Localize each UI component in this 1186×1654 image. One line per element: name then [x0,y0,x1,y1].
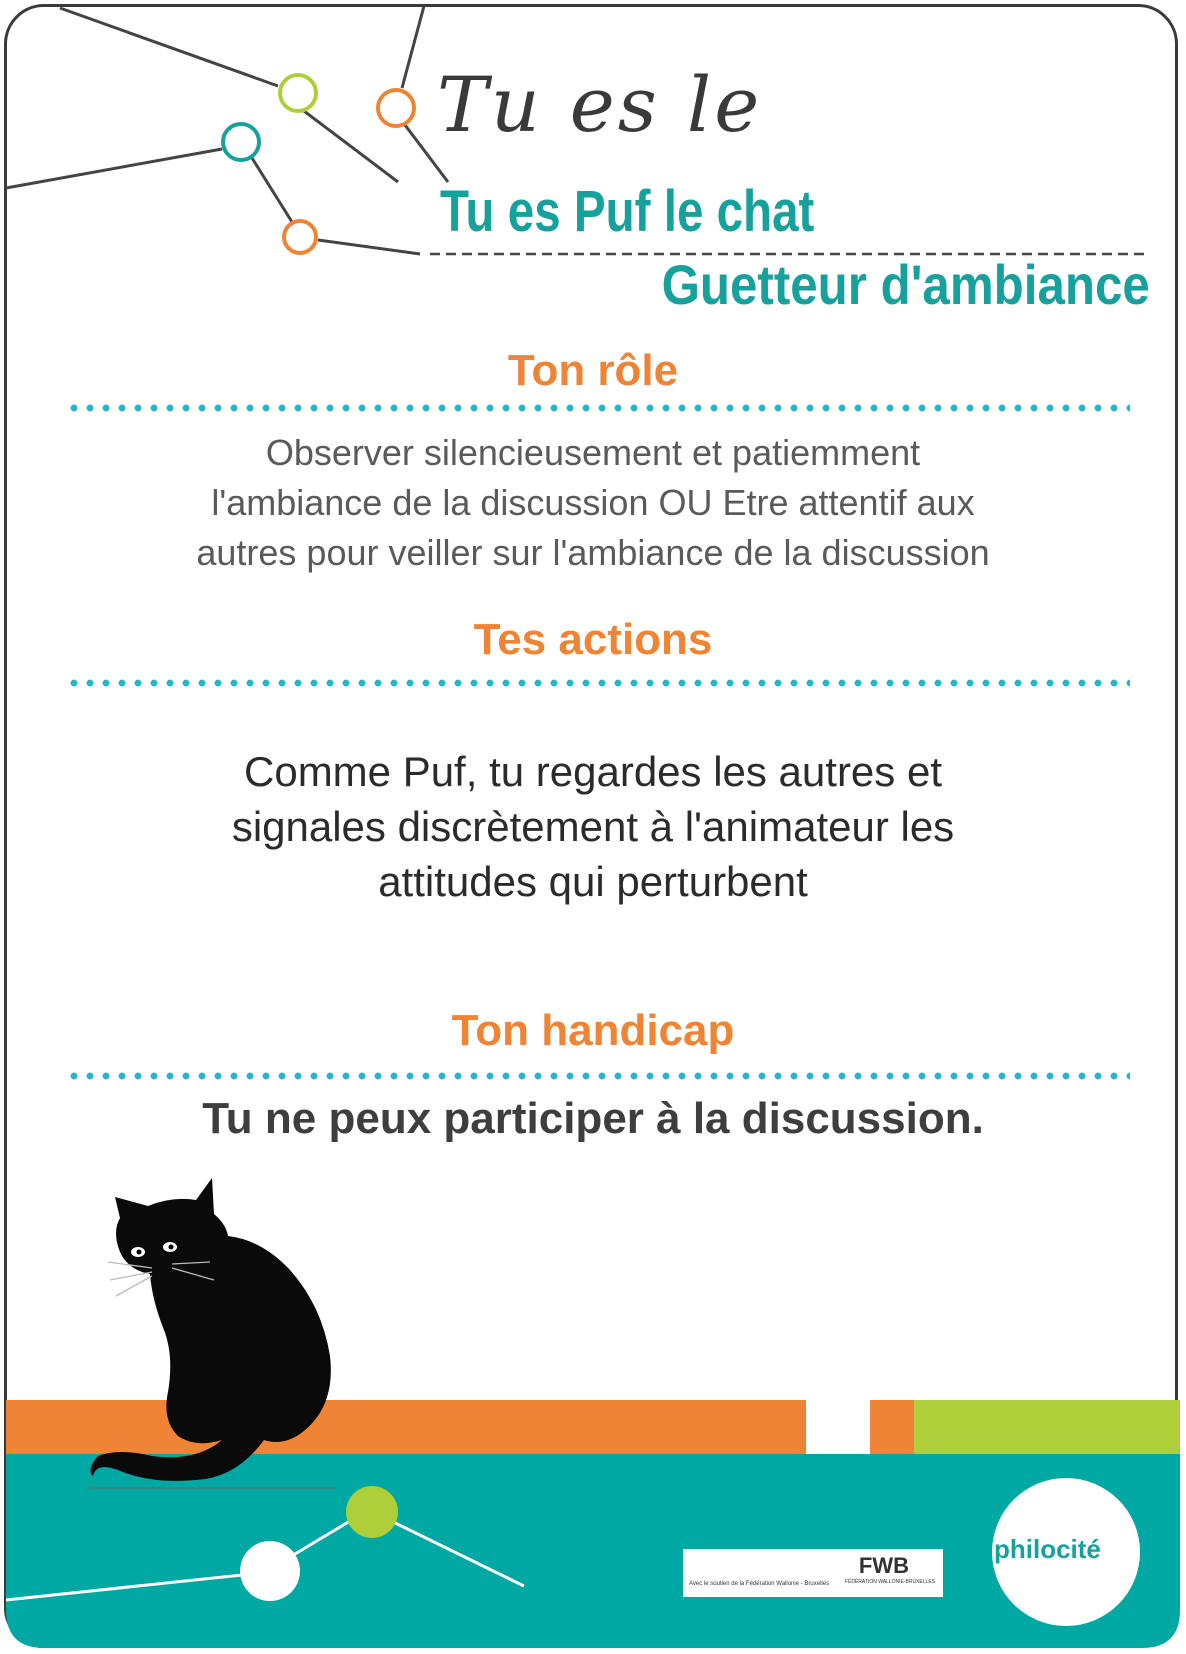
actions-description [0,744,1186,909]
actions-heading: Tes actions [473,615,713,664]
role-line: Observer silencieusement et patiemment [265,432,921,473]
lime-node [346,1486,398,1538]
sponsor-banner [683,1549,943,1597]
white-band-gap [806,1400,870,1454]
role-title: Guetteur d'ambiance [661,253,1150,316]
actions-line: attitudes qui perturbent [378,858,808,905]
dotted-divider [66,679,1130,687]
script-title: Tu es le [437,60,763,149]
white-node [240,1541,300,1601]
orange-node [284,221,316,253]
character-title: Tu es Puf le chat [440,179,815,244]
role-line: l'ambiance de la discussion OU Etre attentif aux [211,482,975,523]
orange-node [378,90,414,126]
fwb-logo: FWB [858,1553,909,1578]
handicap-text: Tu ne peux participer à la discussion. [202,1094,984,1143]
handicap-heading: Ton handicap [451,1006,735,1055]
orange-band [870,1400,914,1454]
actions-line: signales discrètement à l'animateur les [231,803,955,850]
sponsor-text: Avec le soutien de la Fédération Wallonie - Bruxelles [689,1581,830,1587]
teal-node [223,124,259,160]
lime-band [914,1400,1180,1454]
fwb-subtext: FÉDÉRATION WALLONIE-BRUXELLES [844,1579,935,1585]
orange-band [6,1400,806,1454]
dotted-divider [66,1072,1130,1080]
philocite-logo: philocité [994,1534,1101,1564]
role-line: autres pour veiller sur l'ambiance de la discussion [196,532,990,573]
lime-node [280,75,316,111]
dotted-divider [66,404,1130,412]
role-heading: Ton rôle [507,346,679,395]
role-description [0,428,1186,578]
actions-line: Comme Puf, tu regardes les autres et [244,748,942,795]
